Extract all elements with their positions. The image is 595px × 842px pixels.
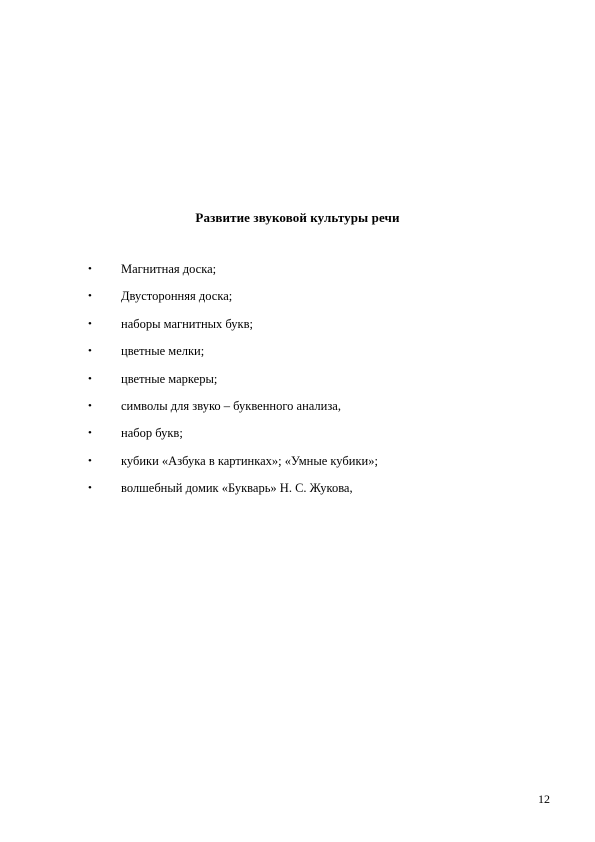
page-number: 12 bbox=[538, 792, 550, 806]
bullet-icon: • bbox=[88, 317, 92, 330]
bullet-icon: • bbox=[88, 454, 92, 467]
bullet-icon: • bbox=[88, 399, 92, 412]
bullet-icon: • bbox=[88, 263, 92, 275]
list-item-text: кубики «Азбука в картинках»; «Умные кубики»; bbox=[121, 453, 378, 468]
list-item-text: набор букв; bbox=[121, 426, 183, 441]
bullet-icon: • bbox=[88, 345, 92, 358]
list-item-text: Двусторонняя доска; bbox=[121, 289, 233, 304]
page-title: Развитие звуковой культуры речи bbox=[195, 210, 400, 225]
bullet-icon: • bbox=[88, 290, 92, 303]
list-item-text: волшебный домик «Букварь» Н. С. Жукова, bbox=[121, 481, 353, 496]
list-item-text: цветные мелки; bbox=[121, 344, 205, 359]
bullet-icon: • bbox=[88, 482, 92, 495]
list-item-text: символы для звуко – буквенного анализа, bbox=[121, 398, 341, 413]
list-item-text: цветные маркеры; bbox=[121, 371, 218, 386]
bullet-icon: • bbox=[88, 372, 92, 385]
list-item-text: Магнитная доска; bbox=[121, 262, 217, 276]
list-item-text: наборы магнитных букв; bbox=[121, 316, 254, 331]
bullet-icon: • bbox=[88, 427, 92, 440]
